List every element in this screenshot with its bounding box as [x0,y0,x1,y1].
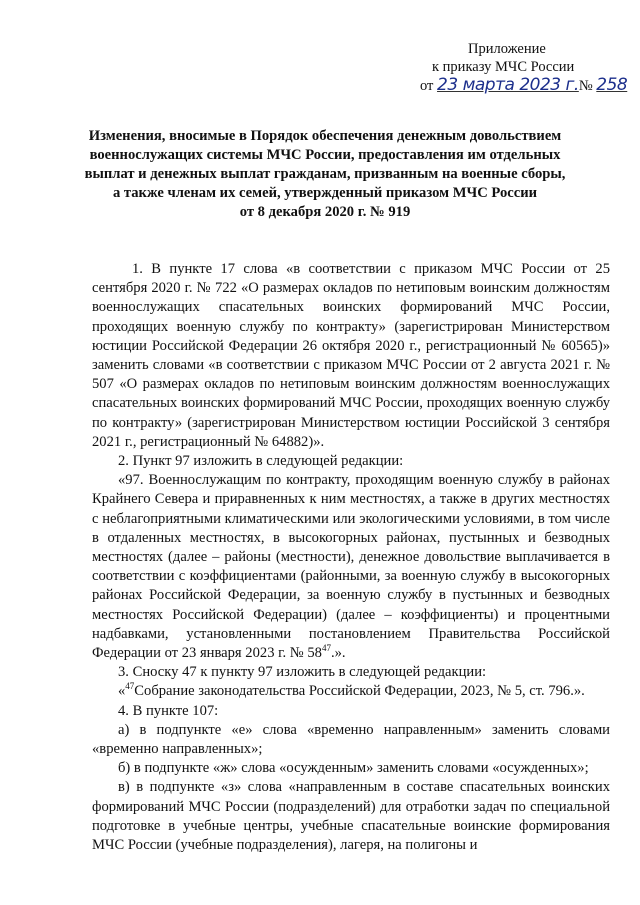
appendix-label: Приложение [468,41,546,57]
title-line: Изменения, вносимые в Порядок обеспечения денежным довольствием [88,128,562,144]
paragraph-3 [92,471,610,663]
document-body [92,260,610,855]
title-line: военнослужащих системы МЧС России, предоставления им отдельных [89,147,561,163]
paragraph-6: 4. В пункте 107: [118,702,219,719]
footnote-ref: 47 [321,643,331,654]
paragraph-2: 2. Пункт 97 изложить в следующей редакции: [118,453,404,470]
footnote-number: 47 [125,681,135,692]
paragraph-1: 1. В пункте 17 слова «в соответствии с приказом МЧС России от 25 сентября 2020 г. № 722 «О размерах окладов по нетиповым воинским должностям военнослужащих спасательных воинских формирований МЧС России, проходящих военную службу по контракту» (зарегистрирован Министерством юстиции Российской Федерации 26 октября 2020 г., регистрационный № 60565)» заменить словами «в соответствии с приказом МЧС России от 2 августа 2021 г. № 507 «О размерах окладов по нетиповым воинским должностям военнослужащих спасательных воинских формирований МЧС России, проходящих военную службу по контракту» (зарегистрирован Министерством юстиции Российской 3 сентября 2021 г., регистрационный № 64882)». [92,261,610,450]
document-title [70,127,580,222]
title-line: выплат и денежных выплат гражданам, призванным на военные сборы, [84,166,566,182]
paragraph-7: а) в подпункте «е» слова «временно направленным» заменить словами «временно направленных»; [92,721,610,758]
paragraph-5-text: Собрание законодательства Российской Федерации, 2023, № 5, ст. 796.». [134,683,585,700]
date-prefix: от [420,78,434,94]
appendix-header [420,40,628,95]
title-line: а также членам их семей, утвержденный приказом МЧС России [112,185,538,201]
paragraph-3-end: .». [330,645,346,662]
handwritten-date: 23 марта 2023 г. [437,75,579,95]
paragraph-3-text: «97. Военнослужащим по контракту, проходящим военную службу в районах Крайнего Севера и приравненных к ним местностях, а также в других местностях с неблагоприятными климатическими или экологическими условиями, в том числе в отдаленных местностях, в высокогорных районах, пустынных и безводных местностях (далее – районы (местности), денежное довольствие выплачивается в соответствии с коэффициентами (районными, за военную службу в высокогорных районах Российской Федерации, за военную службу в пустынных и безводных местностях Российской Федерации) (далее – коэффициенты) и процентными надбавками, установленными постановлением Правительства Российской Федерации от 23 января 2023 г. № 58 [92,472,610,662]
order-reference: к приказу МЧС России [432,59,575,75]
paragraph-9: в) в подпункте «з» слова «направленным в составе спасательных воинских формирований МЧС России (подразделений) для отработки задач по специальной подготовке в учебные центры, учебные спасательные воинские формирования МЧС России (учебные подразделения), лагеря, на полигоны и [92,779,610,854]
title-line: от 8 декабря 2020 г. № 919 [239,204,411,220]
paragraph-5-open: « [118,683,126,700]
handwritten-number: 258 [596,75,628,95]
paragraph-8: б) в подпункте «ж» слова «осужденным» заменить словами «осужденных»; [118,760,589,777]
paragraph-4: 3. Сноску 47 к пункту 97 изложить в следующей редакции: [118,664,487,681]
order-date-line [420,75,628,95]
paragraph-5 [92,682,610,701]
number-prefix: № [578,78,593,94]
